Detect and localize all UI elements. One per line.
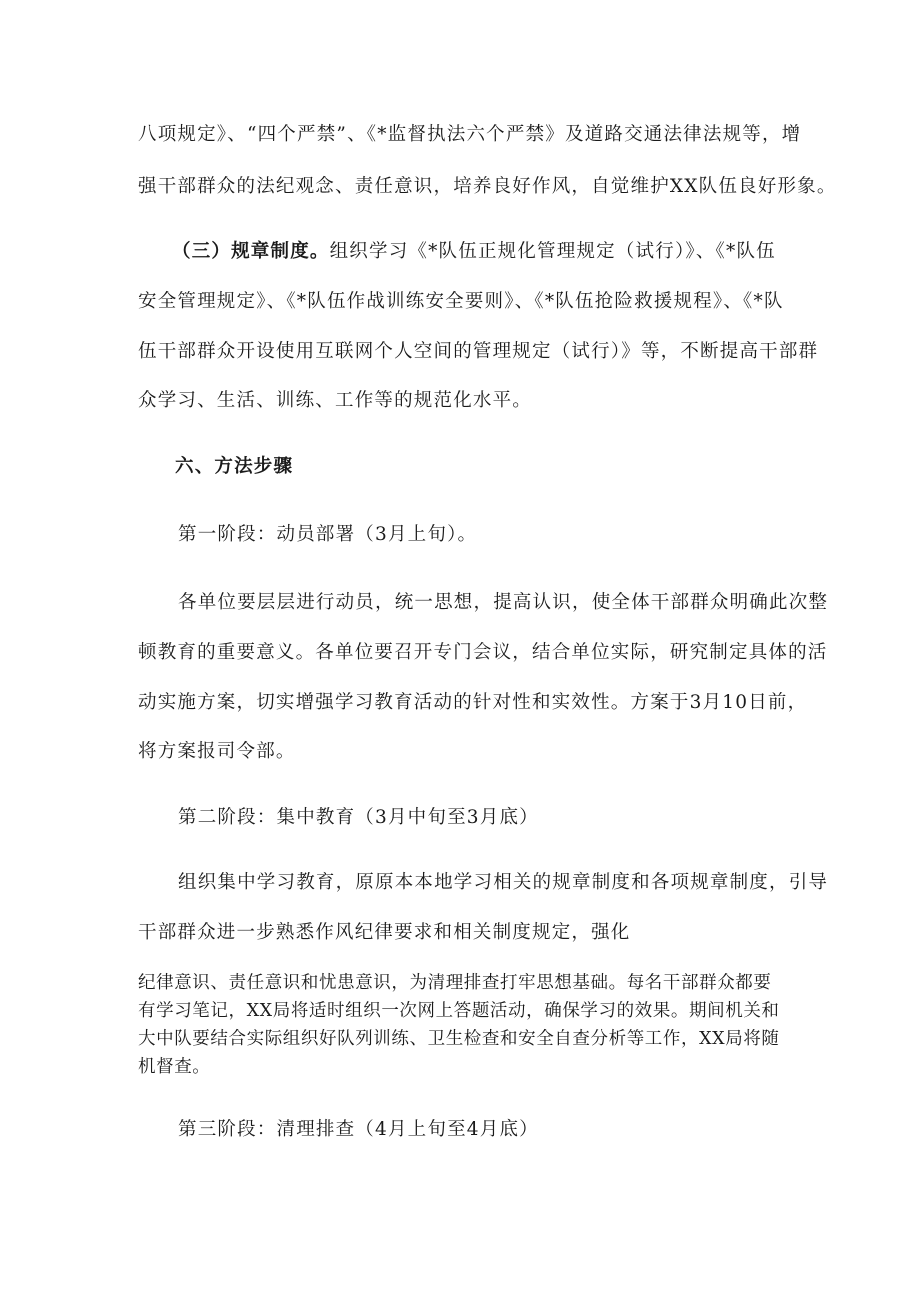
- paragraph-text: 组织集中学习教育，原原本本地学习相关的规章制度和各项规章制度，引导: [178, 872, 829, 893]
- paragraph-text: 有学习笔记，XX局将适时组织一次网上答题活动，确保学习的效果。期间机关和: [138, 1001, 780, 1021]
- paragraph-line: [138, 1025, 780, 1050]
- paragraph-text: 伍干部群众开设使用互联网个人空间的管理规定（试行）》等，不断提高干部群: [138, 341, 819, 362]
- stage-title: 第三阶段：清理排查（4月上旬至4月底）: [178, 1119, 539, 1140]
- paragraph-line: [138, 997, 780, 1022]
- paragraph-text: 干部群众进一步熟悉作风纪律要求和相关制度规定，强化: [138, 922, 631, 943]
- paragraph-line: [138, 969, 772, 994]
- paragraph-line: [178, 588, 828, 614]
- paragraph-line: [138, 386, 532, 412]
- stage-title: 第一阶段：动员部署（3月上旬）。: [178, 524, 478, 545]
- paragraph-text: 纪律意识、责任意识和忧患意识，为清理排查打牢思想基础。每名干部群众都要: [138, 973, 772, 993]
- stage-title: 第二阶段：集中教育（3月中旬至3月底）: [178, 807, 539, 828]
- paragraph-line: [138, 1053, 210, 1078]
- paragraph-text: 安全管理规定》、《*队伍作战训练安全要则》、《*队伍抢险救援规程》、《*队: [138, 291, 784, 312]
- section-title: 六、方法步骤: [175, 456, 294, 477]
- paragraph-line: [138, 120, 802, 146]
- paragraph-text: 各单位要层层进行动员，统一思想，提高认识，使全体干部群众明确此次整: [178, 592, 829, 613]
- paragraph-line: [138, 737, 296, 763]
- paragraph-text: 动实施方案，切实增强学习教育活动的针对性和实效性。方案于3月10日前，: [138, 692, 808, 713]
- paragraph-line: [138, 918, 631, 944]
- paragraph-line: [138, 337, 818, 363]
- paragraph-line: [138, 287, 784, 313]
- section-subheading: （三）规章制度。: [172, 241, 330, 262]
- paragraph-text: 机督查。: [138, 1057, 211, 1077]
- paragraph-text: 众学习、生活、训练、工作等的规范化水平。: [138, 390, 533, 411]
- paragraph-line: [172, 237, 776, 263]
- paragraph-text: 顿教育的重要意义。各单位要召开专门会议，结合单位实际，研究制定具体的活: [138, 642, 828, 663]
- paragraph-line: [138, 638, 828, 664]
- paragraph-text: 大中队要结合实际组织好队列训练、卫生检查和安全自查分析等工作，XX局将随: [138, 1029, 780, 1049]
- paragraph-line: [138, 688, 807, 714]
- paragraph-line: [138, 172, 837, 198]
- paragraph-line: [178, 868, 828, 894]
- paragraph-text: 将方案报司令部。: [138, 741, 296, 762]
- paragraph-text: 强干部群众的法纪观念、责任意识，培养良好作风，自觉维护XX队伍良好形象。: [138, 176, 837, 197]
- paragraph-text: 八项规定》、“四个严禁”、《*监督执法六个严禁》及道路交通法律法规等，增: [138, 124, 802, 145]
- paragraph-text: 组织学习《*队伍正规化管理规定（试行）》、《*队伍: [329, 241, 776, 262]
